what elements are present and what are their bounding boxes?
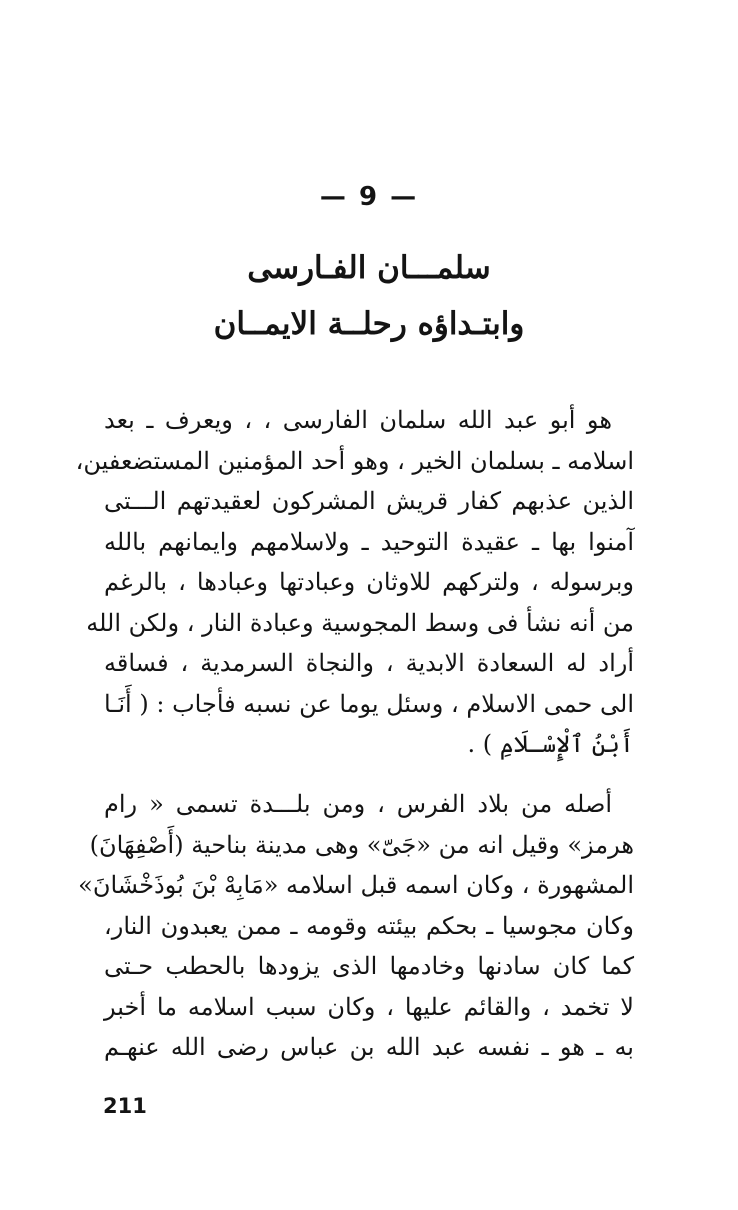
text-line: المشهورة ، وكان اسمه قبل اسلامه «مَابِهْ بْنَ بُوذَخْشَانَ» <box>78 871 634 899</box>
text-line: الى حمى الاسلام ، وسئل يوما عن نسبه فأجاب : ( أَنَـا <box>104 689 634 718</box>
text-line: هو أبو عبد الله سلمان الفارسى ، ، ويعرف ـ بعد <box>104 406 612 434</box>
chapter-title: سلمـــان الفـارسى <box>247 250 491 286</box>
text-line: اسلامه ـ بسلمان الخير ، وهو أحد المؤمنين المستضعفين، <box>75 446 634 475</box>
paragraph-1 <box>75 400 634 765</box>
text-line: وبرسوله ، ولتركهم للاوثان وعبادتها وعبادها ، بالرغم <box>104 568 634 596</box>
text-line: أَبْنُ ٱلْإِسْـلَامِ ) . <box>467 730 634 758</box>
text-line: من أنه نشأ فى وسط المجوسية وعبادة النار ، ولكن الله <box>86 608 634 637</box>
text-line: آمنوا بها ـ عقيدة التوحيد ـ ولاسلامهم وايمانهم بالله <box>104 527 634 556</box>
text-line: أراد له السعادة الابدية ، والنجاة السرمدية ، فساقه <box>104 649 634 677</box>
text-line: أصله من بلاد الفرس ، ومن بلـــدة تسمى « رام <box>104 790 612 818</box>
chapter-number: — 9 — <box>319 182 419 212</box>
chapter-subtitle: وابتـداؤه رحلــة الايمــان <box>213 306 525 342</box>
text-line: الذين عذبهم كفار قريش المشركون لعقيدتهم الـــتى <box>104 487 634 515</box>
text-line: هرمز» وقيل انه من «جَىّ» وهى مدينة بناحية (أَصْفِهَانَ) <box>89 830 634 859</box>
paragraph-2 <box>78 784 635 1068</box>
text-line: لا تخمد ، والقائم عليها ، وكان سبب اسلامه ما أخبر <box>104 992 634 1021</box>
text-line: وكان مجوسيا ـ بحكم بيئته وقومه ـ ممن يعبدون النار، <box>104 911 635 940</box>
page-number: 211 <box>103 1094 147 1118</box>
text-line: كما كان سادنها وخادمها الذى يزودها بالحطب حـتى <box>104 952 634 980</box>
text-line: به ـ هو ـ نفسه عبد الله بن عباس رضى الله عنهـم <box>104 1033 634 1061</box>
